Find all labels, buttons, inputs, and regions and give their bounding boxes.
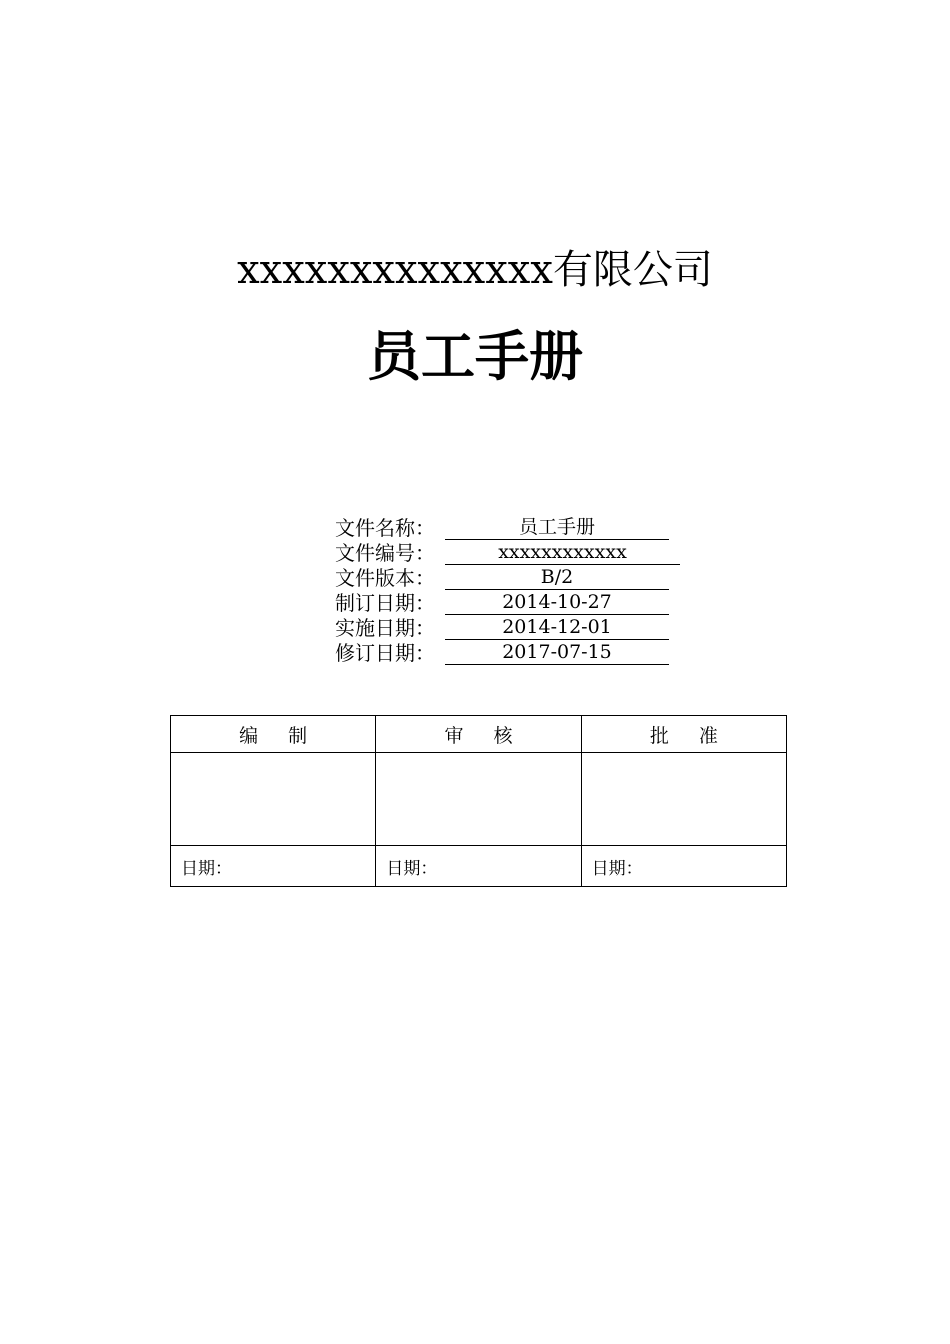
- header-approved: [581, 716, 786, 753]
- info-label: 制订日期：: [335, 591, 435, 615]
- header-reviewed: [376, 716, 581, 753]
- approval-header-row: [171, 716, 787, 753]
- approval-table: [170, 715, 787, 887]
- signature-cell-approved[interactable]: [581, 753, 786, 846]
- header-char: 准: [698, 724, 718, 747]
- info-label: 文件名称：: [335, 516, 435, 540]
- header-char: 制: [288, 724, 308, 747]
- info-label: 文件编号：: [335, 541, 435, 565]
- header-compiled: [171, 716, 376, 753]
- date-row: [171, 846, 787, 887]
- info-row-created: [335, 590, 695, 615]
- info-row-number: [335, 540, 695, 565]
- date-cell-approved[interactable]: 日期：: [581, 846, 786, 887]
- info-label: 文件版本：: [335, 566, 435, 590]
- info-label: 实施日期：: [335, 616, 435, 640]
- company-name: xxxxxxxxxxxxxx有限公司: [237, 247, 713, 293]
- header-char: 核: [493, 724, 513, 747]
- info-value: 员工手册: [445, 516, 669, 540]
- signature-row: [171, 753, 787, 846]
- info-row-version: [335, 565, 695, 590]
- info-value: B/2: [445, 566, 669, 590]
- date-cell-compiled[interactable]: 日期：: [171, 846, 376, 887]
- info-row-effective: [335, 615, 695, 640]
- header-char: 编: [239, 724, 259, 747]
- info-value: 2014-12-01: [445, 616, 669, 640]
- date-cell-reviewed[interactable]: 日期：: [376, 846, 581, 887]
- header-char: 批: [649, 724, 669, 747]
- info-label: 修订日期：: [335, 641, 435, 665]
- info-value: xxxxxxxxxxxx: [445, 541, 680, 565]
- signature-cell-reviewed[interactable]: [376, 753, 581, 846]
- signature-cell-compiled[interactable]: [171, 753, 376, 846]
- info-row-revised: [335, 640, 695, 665]
- info-row-name: [335, 515, 695, 540]
- document-info: [335, 515, 695, 665]
- document-title: 员工手册: [367, 324, 583, 388]
- info-value: 2014-10-27: [445, 591, 669, 615]
- info-value: 2017-07-15: [445, 641, 669, 665]
- header-char: 审: [444, 724, 464, 747]
